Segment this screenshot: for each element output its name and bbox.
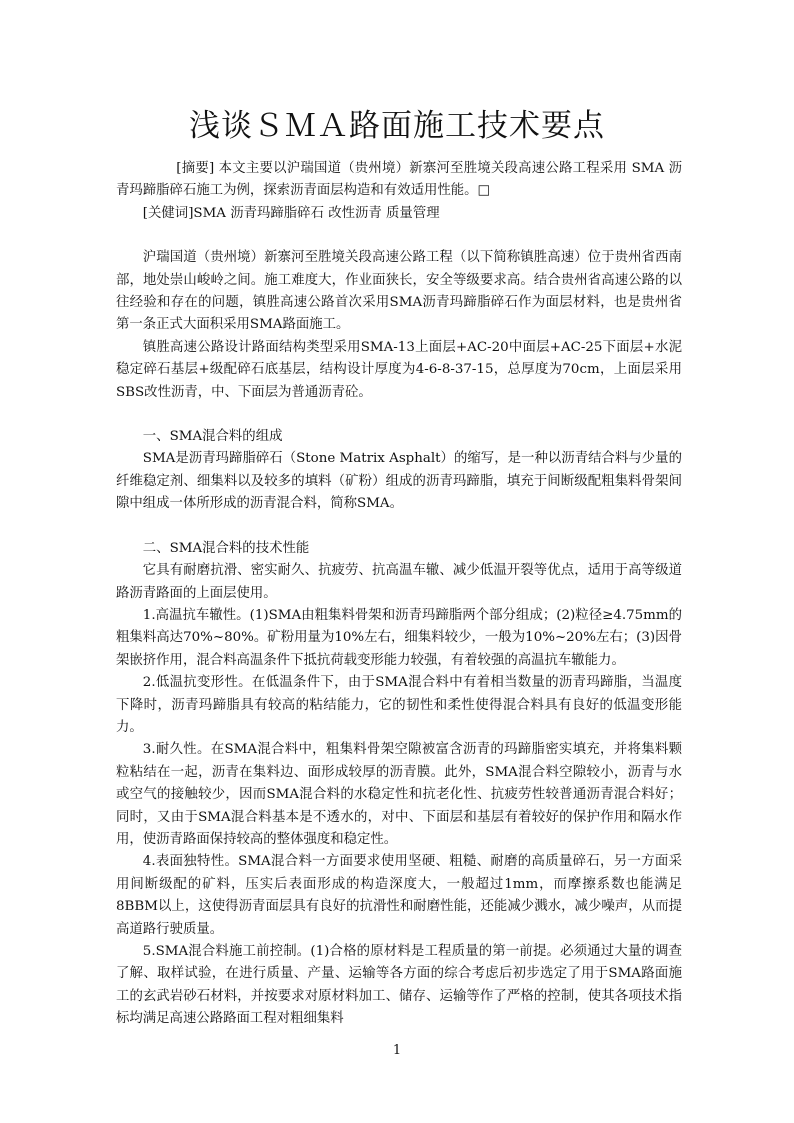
document-body [116,158,682,1031]
intro-paragraph-1: 沪瑞国道（贵州境）新寨河至胜境关段高速公路工程（以下简称镇胜高速）位于贵州省西南部，地处崇山峻岭之间。施工难度大，作业面狭长，安全等级要求高。结合贵州省高速公路的以往经验和存在的问题，镇胜高速公路首次采用SMA沥青玛蹄脂碎石作为面层材料，也是贵州省第一条正式大面积采用SMA路面施工。 [116,250,682,333]
section-2-paragraph-3: 2.低温抗变形性。在低温条件下，由于SMA混合料中有着相当数量的沥青玛蹄脂，当温度下降时，沥青玛蹄脂具有较高的粘结能力，它的韧性和柔性使得混合料具有良好的低温变形能力。 [116,675,682,735]
section-1-heading: 一、SMA混合料的组成 [142,429,283,445]
intro-paragraph-2: 镇胜高速公路设计路面结构类型采用SMA-13上面层+AC-20中面层+AC-25下面层+水泥稳定碎石基层+级配碎石底基层，结构设计厚度为4-6-8-37-15，总厚度为70cm，上面层采用SBS改性沥青，中、下面层为普通沥青砼。 [116,339,682,400]
keywords-paragraph: [关健词]SMA 沥青玛蹄脂碎石 改性沥青 质量管理 [142,205,440,221]
section-2-paragraph-1: 它具有耐磨抗滑、密实耐久、抗疲劳、抗高温车辙、减少低温开裂等优点，适用于高等级道路沥青路面的上面层使用。 [116,563,682,601]
page-number: 1 [392,1043,402,1058]
spacer [116,404,682,426]
section-1-paragraph-1: SMA是沥青玛蹄脂碎石（Stone Matrix Asphalt）的缩写，是一种以沥青结合料与少量的纤维稳定剂、细集料以及较多的填料（矿粉）组成的沥青玛蹄脂，填充于间断级配粗集料骨架间隙中组成一体所形成的沥青混合料，简称SMA。 [116,451,682,512]
section-2-paragraph-4: 3.耐久性。在SMA混合料中，粗集料骨架空隙被富含沥青的玛蹄脂密实填充，并将集料颗粒粘结在一起，沥青在集料边、面形成较厚的沥青膜。此外，SMA混合料空隙较小，沥青与水或空气的接触较少，因而SMA混合料的水稳定性和抗老化性、抗疲劳性较普通沥青混合料好；同时，又由于SMA混合料基本是不透水的，对中、下面层和基层有着较好的保护作用和隔水作用，使沥青路面保持较高的整体强度和稳定性。 [116,742,682,847]
page-title: 浅谈ＳＭＡ路面施工技术要点 [189,108,605,144]
spacer [116,225,682,247]
section-2-heading: 二、SMA混合料的技术性能 [142,540,310,556]
section-2-paragraph-6: 5.SMA混合料施工前控制。(1)合格的原材料是工程质量的第一前提。必须通过大量的调查了解、取样试验，在进行质量、产量、运输等各方面的综合考虑后初步选定了用于SMA路面施工的玄武岩砂石材料，并按要求对原材料加工、储存、运输等作了严格的控制，使其各项技术指标均满足高速公路路面工程对粗细集料 [116,944,682,1027]
abstract-paragraph: [摘要] 本文主要以沪瑞国道（贵州境）新寨河至胜境关段高速公路工程采用 SMA 沥青玛蹄脂碎石施工为例，探索沥青面层构造和有效适用性能。□ [116,161,682,199]
section-2-paragraph-5: 4.表面独特性。SMA混合料一方面要求使用坚硬、粗糙、耐磨的高质量碎石，另一方面采用间断级配的矿料，压实后表面形成的构造深度大，一般超过1mm，而摩擦系数也能满足8BBM以上，这使得沥青面层具有良好的抗滑性和耐磨性能，还能减少溅水，减少噪声，从而提高道路行驶质量。 [116,854,682,937]
section-2-paragraph-2: 1.高温抗车辙性。(1)SMA由粗集料骨架和沥青玛蹄脂两个部分组成；(2)粒径≥4.75mm的粗集料高达70%~80%。矿粉用量为10%左右，细集料较少，一般为10%~20%左右；(3)因骨架嵌挤作用，混合料高温条件下抵抗荷载变形能力较强，有着较强的高温抗车辙能力。 [116,607,682,668]
spacer [116,516,682,538]
